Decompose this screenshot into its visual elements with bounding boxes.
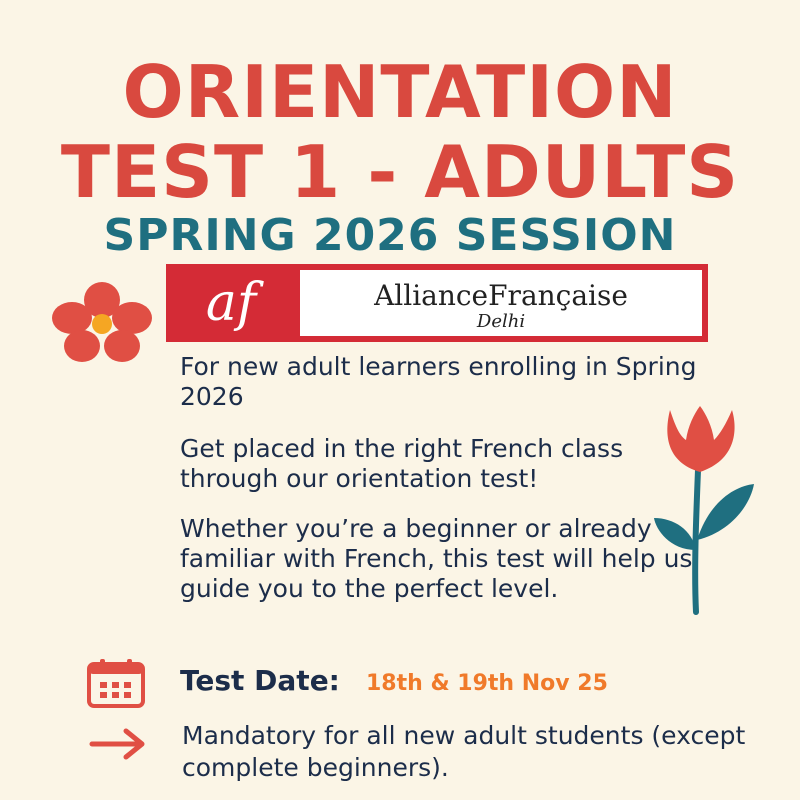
logo-city: Delhi <box>476 311 526 332</box>
logo-mark: af <box>205 273 257 333</box>
test-date-label: Test Date: <box>180 664 340 697</box>
logo-name: AllianceFrançaise <box>374 279 628 312</box>
arrow-right-icon <box>88 726 148 762</box>
placement-paragraph: Get placed in the right French class through our orientation test! <box>180 434 624 493</box>
flower-icon <box>48 280 156 368</box>
title-line-1: ORIENTATION <box>122 50 678 134</box>
mandatory-note: Mandatory for all new adult students (except complete beginners). <box>182 721 746 782</box>
alliance-francaise-logo <box>166 264 708 342</box>
calendar-icon <box>86 658 146 708</box>
intro-paragraph: For new adult learners enrolling in Spring 2026 <box>180 352 697 411</box>
logo-text-box <box>300 270 702 336</box>
subtitle: SPRING 2026 SESSION <box>103 210 677 261</box>
title-line-2: TEST 1 - ADULTS <box>60 130 740 214</box>
guidance-paragraph: Whether you’re a beginner or already familiar with French, this test will help us guide you to the perfect level. <box>180 514 693 603</box>
test-date-value: 18th & 19th Nov 25 <box>366 671 608 696</box>
